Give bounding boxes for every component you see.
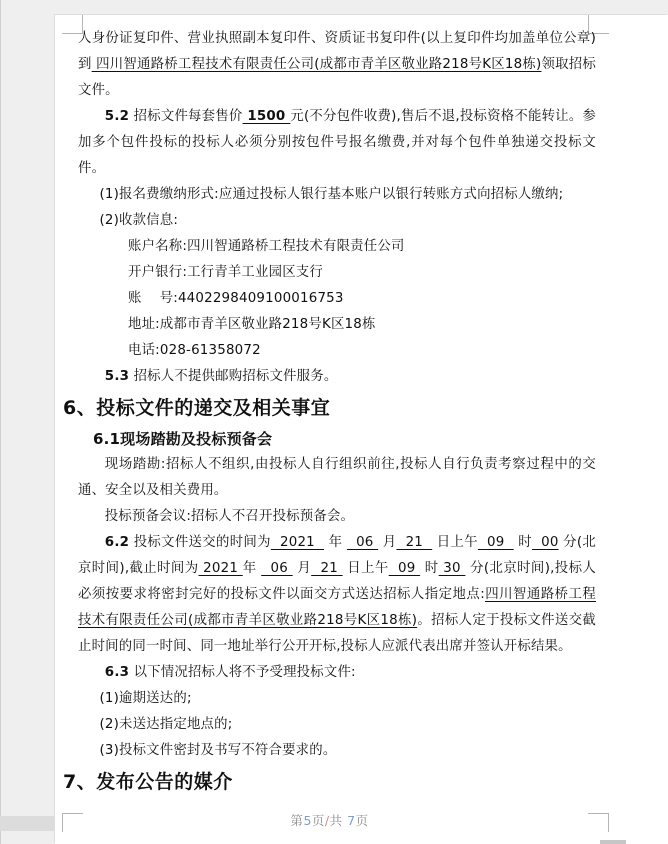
text-run: 以下情况招标人将不予受理投标文件: (129, 665, 356, 680)
footer-text: 第 (290, 813, 304, 828)
text-run: 年 (324, 535, 347, 550)
paragraph (63, 364, 596, 390)
text-run: 日上午 (342, 561, 389, 576)
text-run: (1)报名费缴纳形式:应通过投标人银行基本账户以银行转账方式向招标人缴纳; (99, 187, 564, 202)
text-run: 分(北京时间),截止时间为 (78, 535, 596, 576)
text-run: 09 (388, 561, 421, 576)
text-run: 日上午 (432, 535, 478, 550)
detail-line (63, 286, 596, 312)
section-heading (63, 764, 596, 800)
text-run: 00 (531, 535, 559, 550)
list-item (63, 208, 596, 234)
text-run: 5.3 (104, 369, 130, 384)
text-run: 6.2 (104, 535, 130, 550)
paragraph (63, 26, 596, 104)
footer-text: 5 (303, 813, 312, 828)
paragraph (63, 452, 596, 504)
page-footer (63, 812, 596, 830)
text-run: 地址:成都市青羊区敬业路218号K区18栋 (128, 317, 376, 332)
text-run: 投标文件送交的时间为 (129, 535, 271, 550)
text-run: 年 (242, 561, 262, 576)
text-run: 21 (396, 535, 433, 550)
footer-text: 页 (311, 813, 325, 828)
detail-line (63, 312, 596, 338)
text-run: 招标人不提供邮购招标文件服务。 (129, 369, 338, 384)
list-item (63, 686, 596, 712)
window-edge (0, 0, 1, 844)
text-run: 电话:028-61358072 (128, 343, 261, 358)
detail-line (63, 338, 596, 364)
footer-text: 7 (347, 813, 356, 828)
text-run: 四川智通路桥工程技术有限责任公司(成都市青羊区敬业路218号K区18栋) (91, 57, 542, 72)
paragraph (63, 104, 596, 182)
text-run: 1500 (242, 109, 291, 124)
text-run: 06 (261, 561, 293, 576)
text-run: 时 (420, 561, 439, 576)
text-run: (2)未送达指定地点的; (99, 717, 233, 732)
text-run: 开户银行:工行青羊工业园区支行 (128, 265, 323, 280)
text-run: 分(北京时间),投标人必须按要求将密封完好的投标文件以面交方式送达招标人指定地点: (78, 561, 597, 602)
text-run: 账户名称:四川智通路桥工程技术有限责任公司 (128, 239, 405, 254)
footer-text: 共 (329, 813, 348, 828)
sub-heading (63, 426, 596, 452)
text-run: 时 (513, 535, 532, 550)
text-run: 2021 (198, 561, 243, 576)
text-run: 。招标人定于投标文件送交截止时间的同一时间、同一地址举行公开开标,投标人应派代表出席并签认开标结果。 (78, 613, 596, 654)
text-run: 7、发布公告的媒介 (63, 771, 233, 793)
text-run: 30 (438, 561, 466, 576)
text-run: 21 (311, 561, 343, 576)
list-item (63, 182, 596, 208)
text-run: 投标预备会议:招标人不召开投标预备会。 (104, 509, 355, 524)
text-run: 6、投标文件的递交及相关事宜 (63, 397, 331, 419)
paragraph (63, 504, 596, 530)
text-run: 现场踏勘:招标人不组织,由投标人自行组织前往,投标人自行负责考察过程中的交通、安全以及相关费用。 (78, 457, 596, 498)
text-run: 6.1现场踏勘及投标预备会 (93, 430, 273, 448)
text-run: (2)收款信息: (99, 213, 179, 228)
text-run: (3)投标文件密封及书写不符合要求的。 (99, 743, 337, 758)
list-item (63, 712, 596, 738)
text-run: 6.3 (104, 665, 130, 680)
paragraph (63, 660, 596, 686)
text-run: 月 (292, 561, 312, 576)
scrollbar-thumb-fragment (600, 840, 626, 844)
text-run: 5.2 (104, 109, 130, 124)
detail-line (63, 260, 596, 286)
text-run: 领取招标文件。 (78, 57, 597, 98)
text-run: 四川智通路桥工程技术有限责任公司(成都市青羊区敬业路218号K区18栋) (78, 587, 596, 628)
text-run: 人身份证复印件、营业执照副本复印件、资质证书复印件(以上复印件均加盖单位公章)到 (78, 31, 596, 72)
list-item (63, 738, 596, 764)
text-run: 招标文件每套售价 (129, 109, 243, 124)
text-run: 元(不分包件收费),售后不退,投标资格不能转让。参加多个包件投标的投标人必须分别按包件号报名缴费,并对每个包件单独递交投标文件。 (78, 109, 596, 176)
detail-line (63, 234, 596, 260)
text-run: 06 (346, 535, 379, 550)
text-run: (1)逾期送达的; (99, 691, 192, 706)
footer-text: / (324, 813, 330, 828)
text-run: 账 号:4402298409100016753 (128, 291, 344, 306)
section-heading (63, 390, 596, 426)
paragraph (63, 530, 596, 660)
text-run: 09 (477, 535, 514, 550)
text-run: 2021 (270, 535, 325, 550)
text-run: 月 (378, 535, 397, 550)
horizontal-scrollbar[interactable] (0, 816, 55, 831)
document-content (63, 26, 596, 800)
footer-text: 页 (355, 813, 369, 828)
